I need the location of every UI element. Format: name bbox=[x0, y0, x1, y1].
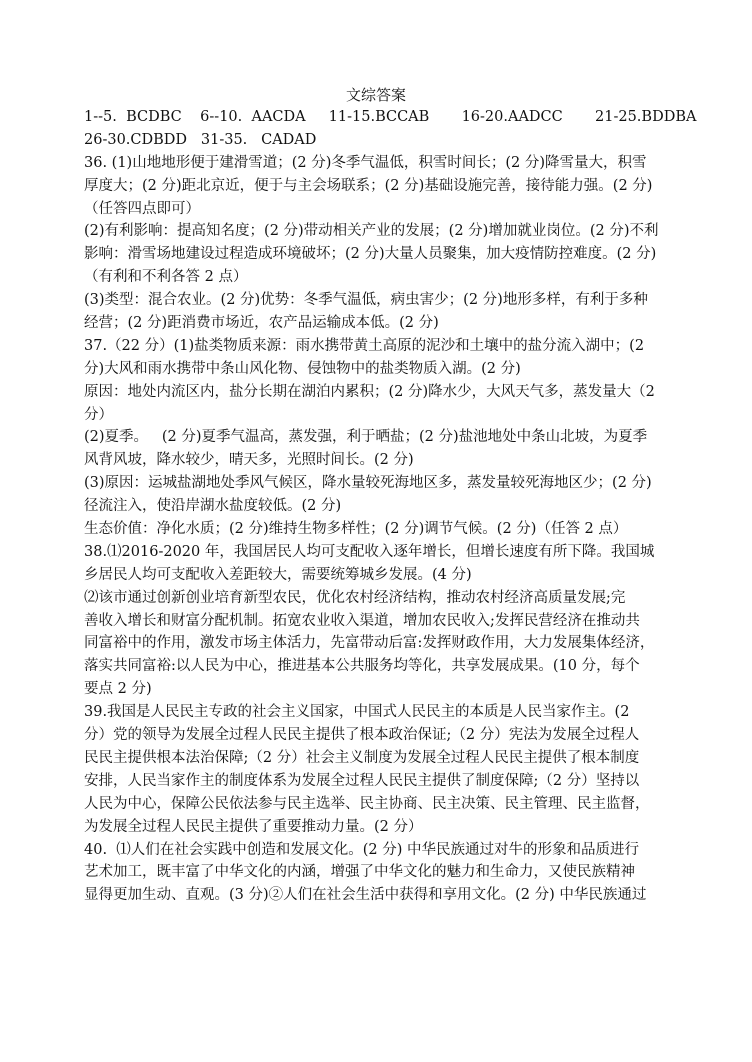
answer-line: (2)有利影响：提高知名度；(2 分)带动相关产业的发展；(2 分)增加就业岗位。(2 分)不利 bbox=[84, 223, 659, 240]
answer-line: ⑵该市通过创新创业培育新型农民，优化农村经济结构，推动农村经济高质量发展;完 bbox=[84, 589, 626, 606]
answer-line: 要点 2 分) bbox=[84, 681, 152, 698]
answer-line: 厚度大；(2 分)距北京近，便于与主会场联系；(2 分)基础设施完善，接待能力强。(2 分) bbox=[84, 177, 653, 194]
answer-line: （有利和不利各答 2 点） bbox=[84, 269, 248, 286]
answer-line: 生态价值：净化水质；(2 分)维持生物多样性；(2 分)调节气候。(2 分)（任答 2 点） bbox=[84, 521, 628, 538]
document-title: 文综答案 bbox=[345, 86, 406, 104]
answer-line: 38.⑴2016-2020 年，我国居民人均可支配收入逐年增长，但增长速度有所下降。我国城 bbox=[84, 543, 655, 560]
answer-line: 分)大风和雨水携带中条山风化物、侵蚀物中的盐类物质入湖。(2 分) bbox=[84, 360, 521, 377]
answer-line: (3)类型：混合农业。(2 分)优势：冬季气温低，病虫害少；(2 分)地形多样，有利于多种 bbox=[84, 292, 648, 309]
answer-line: 39.我国是人民民主专政的社会主义国家，中国式人民民主的本质是人民当家作主。(2 bbox=[84, 704, 630, 721]
answer-line: 显得更加生动、直观。(3 分)②人们在社会生活中获得和享用文化。(2 分) 中华民族通过 bbox=[84, 887, 647, 904]
answer-line: 37.（22 分）(1)盐类物质来源：雨水携带黄土高原的泥沙和土壤中的盐分流入湖中；(2 bbox=[84, 337, 645, 354]
answer-line: 人民为中心，保障公民依法参与民主选举、民主协商、民主决策、民主管理、民主监督， bbox=[84, 795, 650, 812]
answer-line: 分） bbox=[84, 406, 113, 423]
answer-line: （任答四点即可） bbox=[84, 200, 200, 217]
answer-line: 分）党的领导为发展全过程人民民主提供了根本政治保证;（2 分）宪法为发展全过程人 bbox=[84, 727, 640, 744]
answer-line: (2)夏季。 (2 分)夏季气温高，蒸发强，利于晒盐；(2 分)盐池地处中条山北坡，为夏季 bbox=[84, 429, 648, 446]
answer-line: 民民主提供根本法治保障;（2 分）社会主义制度为发展全过程人民民主提供了根本制度 bbox=[84, 749, 640, 766]
answer-line: 径流注入，使沿岸湖水盐度较低。(2 分) bbox=[84, 498, 342, 515]
answer-line: 乡居民人均可支配收入差距较大，需要统筹城乡发展。(4 分) bbox=[84, 566, 472, 583]
answer-line: 艺术加工，既丰富了中华文化的内涵，增强了中华文化的魅力和生命力，又使民族精神 bbox=[84, 864, 635, 881]
answer-line: 风背风坡，降水较少，晴天多，光照时间长。(2 分) bbox=[84, 452, 414, 469]
answer-line: 1--5. BCDBC 6--10. AACDA 11-15.BCCAB 16-20.AADCC 21-25.BDDBA bbox=[84, 109, 697, 125]
answer-line: 影响：滑雪场地建设过程造成环境破坏；(2 分)大量人员聚集，加大疫情防控难度。(2 分) bbox=[84, 246, 657, 263]
answer-line: 36. (1)山地地形便于建滑雪道；(2 分)冬季气温低，积雪时间长；(2 分)降雪量大，积雪 bbox=[84, 154, 647, 171]
answer-line: 安排，人民当家作主的制度体系为发展全过程人民民主提供了制度保障;（2 分）坚持以 bbox=[84, 772, 640, 789]
answer-line: 经营；(2 分)距消费市场近，农产品运输成本低。(2 分) bbox=[84, 315, 439, 332]
answer-line: 落实共同富裕:以人民为中心，推进基本公共服务均等化，共享发展成果。(10 分，每个 bbox=[84, 658, 640, 675]
answer-line: 善收入增长和财富分配机制。拓宽农业收入渠道，增加农民收入;发挥民营经济在推动共 bbox=[84, 612, 640, 629]
answer-line: 26-30.CDBDD 31-35. CADAD bbox=[84, 131, 317, 148]
answer-body bbox=[84, 106, 697, 907]
answer-line: 40. ⑴人们在社会实践中创造和发展文化。(2 分) 中华民族通过对牛的形象和品质进行 bbox=[84, 841, 640, 858]
answer-line: 同富裕中的作用，激发市场主体活力，先富带动后富:发挥财政作用，大力发展集体经济， bbox=[84, 635, 655, 652]
answer-line: 原因：地处内流区内，盐分长期在湖泊内累积；(2 分)降水少，大风天气多，蒸发量大（2 bbox=[84, 383, 655, 400]
answer-line: (3)原因：运城盐湖地处季风气候区，降水量较死海地区多，蒸发量较死海地区少；(2 分) bbox=[84, 475, 652, 492]
answer-line: 为发展全过程人民民主提供了重要推动力量。(2 分） bbox=[84, 818, 423, 835]
